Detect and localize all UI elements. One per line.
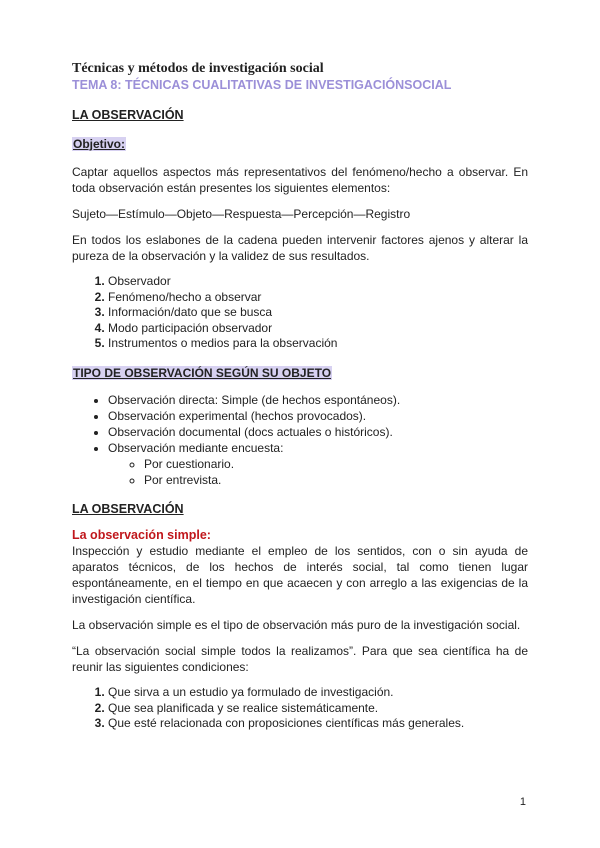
sublist-item: ◦ Por cuestionario. — [144, 456, 528, 472]
sublist-item: ◦ Por entrevista. — [144, 472, 528, 488]
topic-subtitle: TEMA 8: TÉCNICAS CUALITATIVAS DE INVESTIGACIÓNSOCIAL — [72, 78, 452, 92]
list-item: • Observación directa: Simple (de hechos espontáneos). — [108, 392, 528, 408]
simple-observation-definition: Inspección y estudio mediante el empleo de los sentidos, con o sin ayuda de aparatos técnicos, de los hechos de interés social, tal como tienen lugar espontáneamente, en el tiempo en que acaecen y con arreglo a las exigencias de la investigación científica. — [72, 543, 528, 606]
observation-types-list — [72, 392, 528, 488]
list-item: 1. Observador — [108, 274, 528, 290]
section-heading-tipo: TIPO DE OBSERVACIÓN SEGÚN SU OBJETO — [73, 365, 332, 380]
elements-list — [72, 274, 528, 352]
list-item: 3. Información/dato que se busca — [108, 305, 528, 321]
list-item: 2. Que sea planificada y se realice sistemáticamente. — [108, 701, 528, 717]
document-page — [72, 60, 528, 732]
list-item: 3. Que esté relacionada con proposiciones científicas más generales. — [108, 716, 528, 732]
list-item-label: Observación mediante encuesta: — [108, 440, 284, 455]
page-number: 1 — [519, 796, 526, 808]
survey-sublist — [108, 456, 528, 488]
list-item: 4. Modo participación observador — [108, 321, 528, 337]
objective-label: Objetivo: — [73, 137, 126, 151]
simple-observation-heading: La observación simple: — [72, 527, 211, 542]
factors-paragraph: En todos los eslabones de la cadena pueden intervenir factores ajenos y alterar la pureza de la observación y la validez de sus resultados. — [72, 233, 528, 263]
section-heading-observacion: LA OBSERVACIÓN — [72, 108, 184, 122]
conditions-intro: “La observación social simple todos la realizamos”. Para que sea científica ha de reunir las siguientes condiciones: — [72, 643, 528, 674]
conditions-list — [72, 685, 528, 732]
document-title: Técnicas y métodos de investigación social — [72, 61, 324, 76]
list-item: 1. Que sirva a un estudio ya formulado de investigación. — [108, 685, 528, 701]
section-heading-observacion-2: LA OBSERVACIÓN — [72, 501, 184, 516]
list-item: 2. Fenómeno/hecho a observar — [108, 290, 528, 306]
observation-chain: Sujeto—Estímulo—Objeto—Respuesta—Percepción—Registro — [72, 207, 411, 221]
purest-observation-paragraph: La observación simple es el tipo de observación más puro de la investigación social. — [72, 617, 521, 632]
objective-intro: Captar aquellos aspectos más representativos del fenómeno/hecho a observar. En toda observación están presentes los siguientes elementos: — [72, 165, 528, 195]
list-item: • Observación experimental (hechos provocados). — [108, 408, 528, 424]
list-item — [108, 440, 528, 488]
list-item: • Observación documental (docs actuales o históricos). — [108, 424, 528, 440]
list-item: 5. Instrumentos o medios para la observación — [108, 336, 528, 352]
